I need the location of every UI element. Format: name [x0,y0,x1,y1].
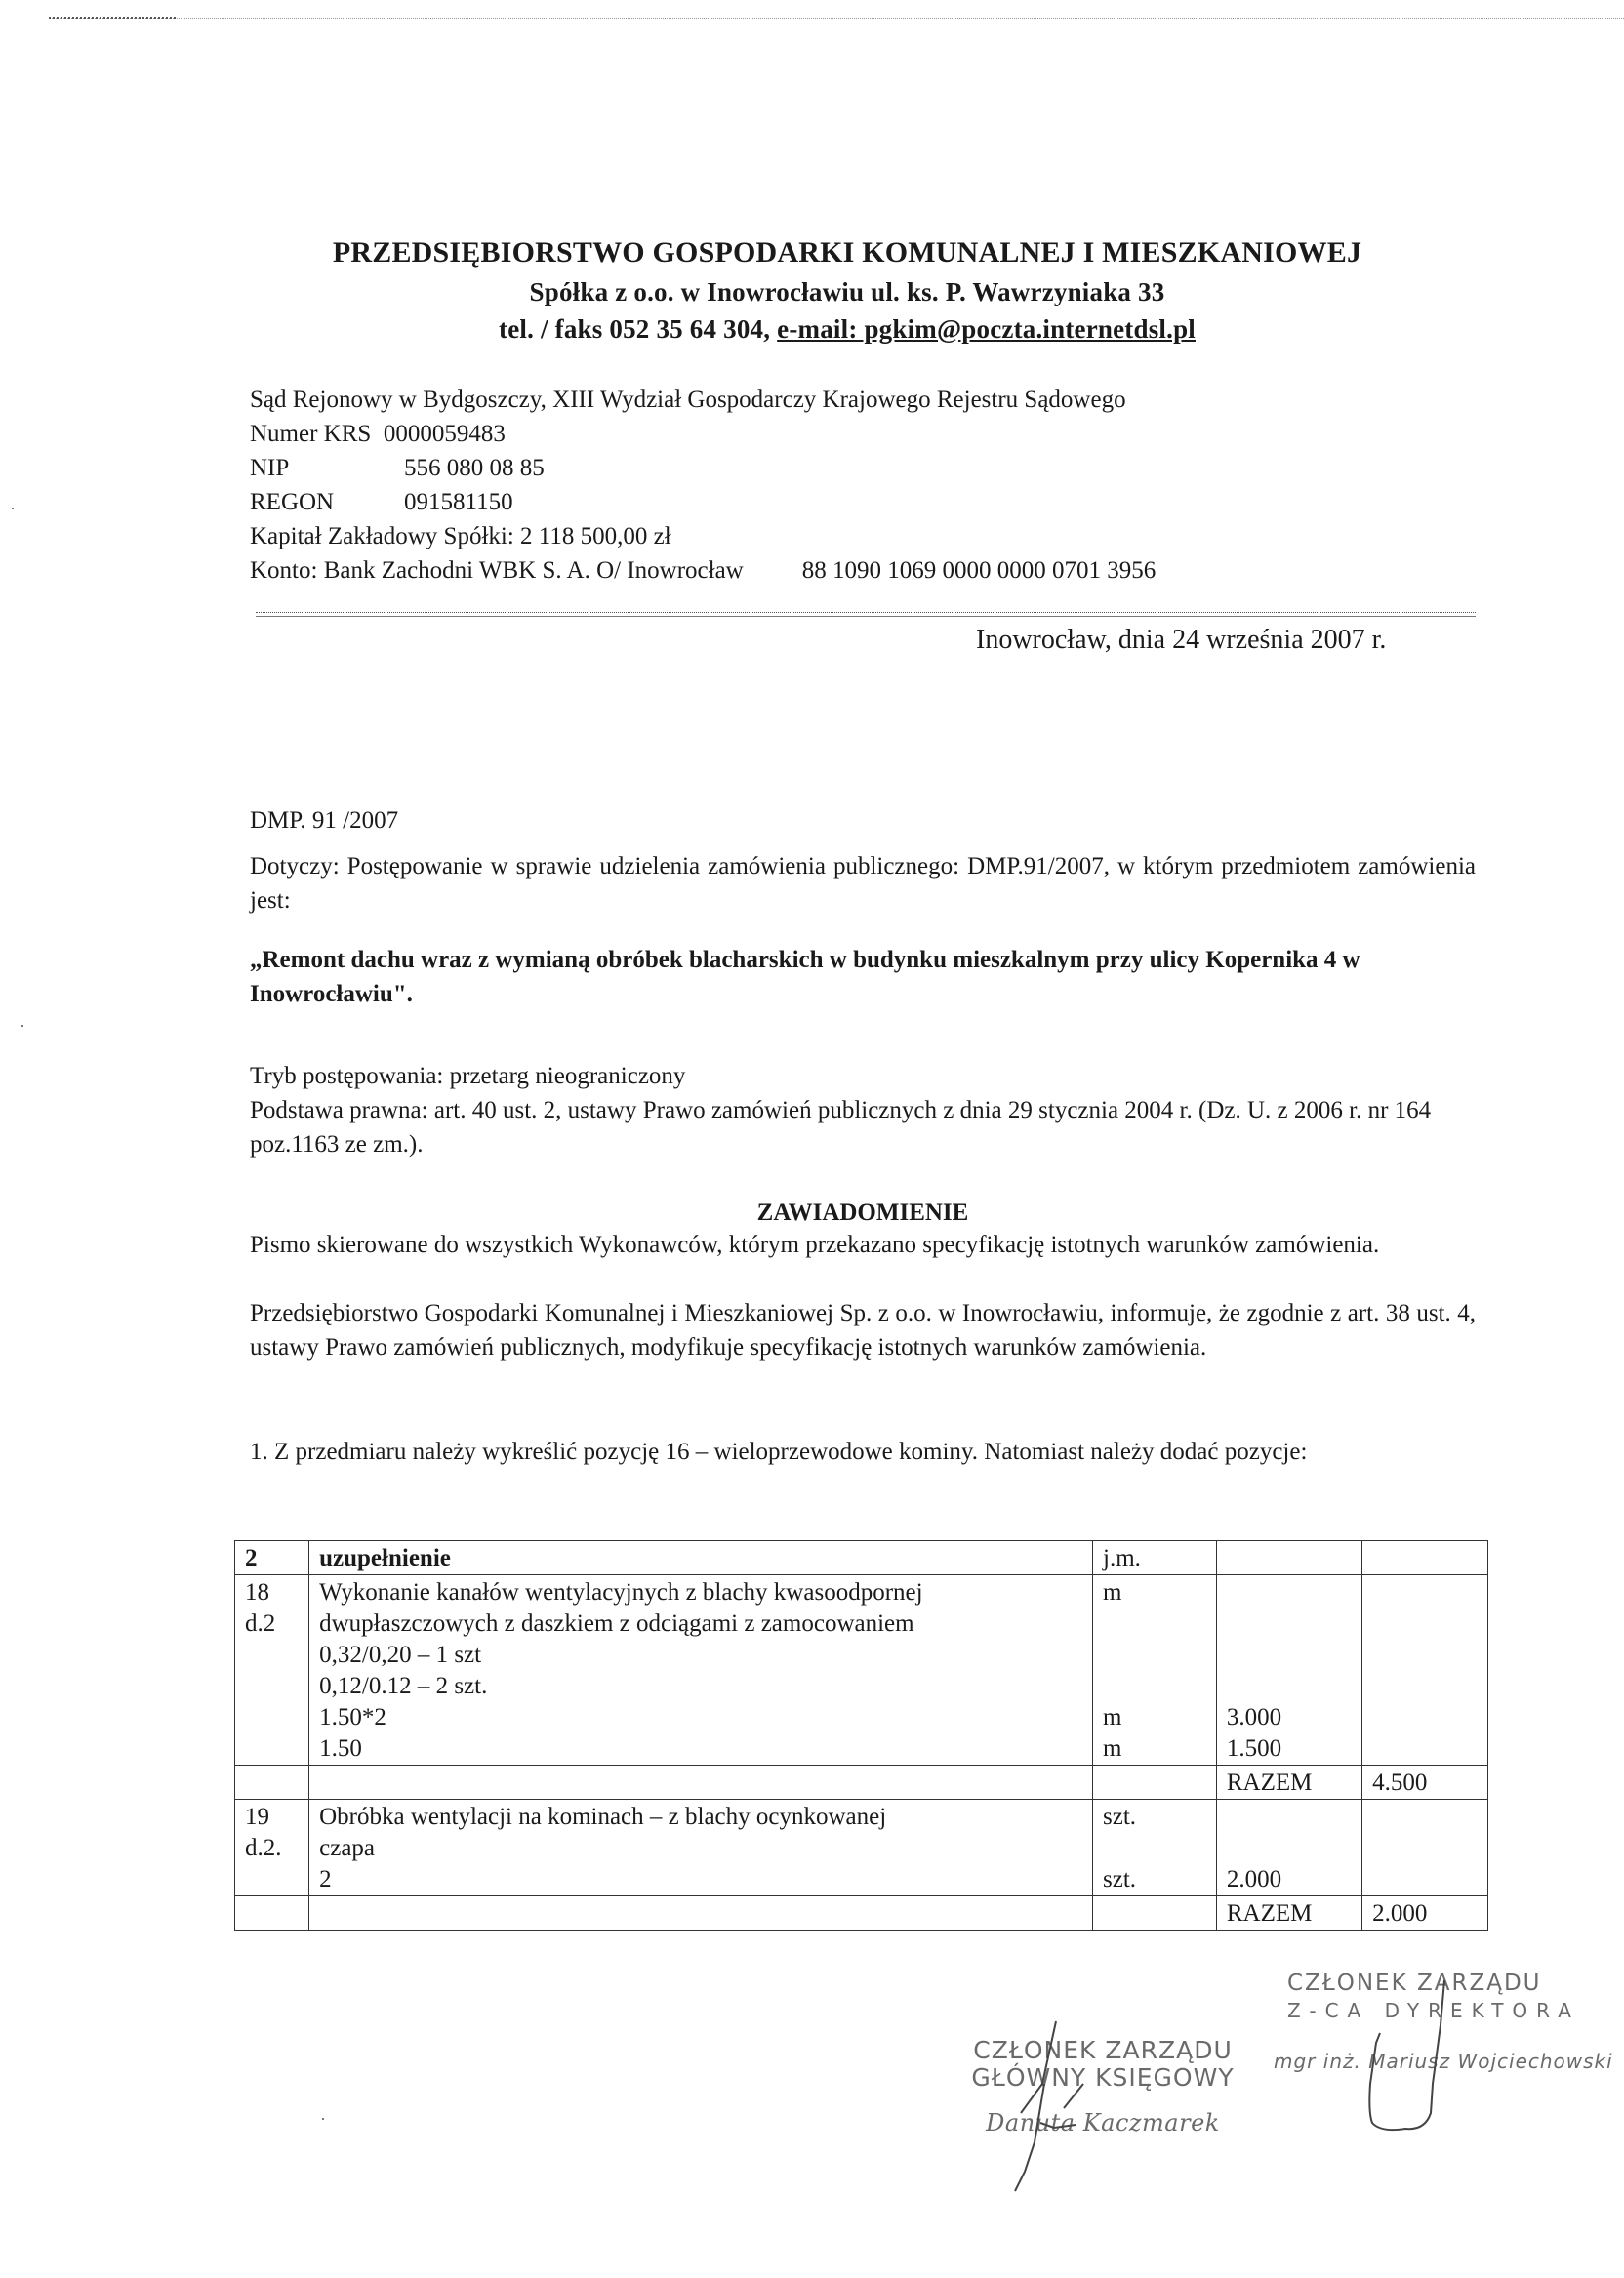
item-qty [1216,1800,1361,1896]
reference-number: DMP. 91 /2007 [250,807,399,834]
nip-line [250,451,1156,485]
procedure-line: Tryb postępowania: przetarg nieograniczony [250,1063,686,1089]
unit-line: m [1103,1735,1122,1762]
signature-left-icon [1005,2015,1122,2201]
item-unit [1093,1575,1217,1766]
table-row [235,1800,1488,1896]
unit-line: m [1103,1579,1122,1606]
stamp-line-2: Z-CA DYREKTORA [1287,1999,1580,2022]
stamp-line-1: CZŁONEK ZARZĄDU [973,2036,1233,2064]
sum-label: RAZEM [1216,1766,1361,1800]
stamp-line-1: CZŁONEK ZARZĄDU [1287,1971,1542,1996]
regon-label: REGON [250,489,335,515]
notice-paragraph-1: Pismo skierowane do wszystkich Wykonawców, którym przekazano specyfikację istotnych warunków zamówienia. [250,1232,1380,1258]
table-sum-row [235,1896,1488,1931]
item-qty [1216,1575,1361,1766]
scan-edge-line [49,18,1624,19]
header-unit: j.m. [1093,1541,1217,1575]
header-desc: uzupełnienie [309,1541,1093,1575]
positions-table [234,1540,1488,1931]
account-label: Konto: Bank Zachodni WBK S. A. O/ Inowrocław [250,557,744,584]
legal-basis: Podstawa prawna: art. 40 ust. 2, ustawy Prawo zamówień publicznych z dnia 29 stycznia 2004 r. (Dz. U. z 2006 r. nr 164 poz.1163 ze zm.). [250,1097,1432,1158]
item-sub: d.2. [245,1835,282,1861]
unit-line: szt. [1103,1866,1137,1892]
qty-line: 3.000 [1226,1704,1282,1730]
item-description [309,1575,1093,1766]
regon-value: 091581150 [404,489,513,515]
sum-label: RAZEM [1216,1896,1361,1931]
company-address: Spółka z o.o. w Inowrocławiu ul. ks. P. Wawrzyniaka 33 [529,277,1165,306]
unit-line: szt. [1103,1804,1137,1830]
desc-line: 1.50*2 [319,1704,386,1730]
desc-line: Wykonanie kanałów wentylacyjnych z blachy kwasoodpornej [319,1579,923,1606]
account-line [250,553,1156,588]
scan-edge-mark [49,17,176,19]
table-sum-row [235,1766,1488,1800]
scan-speck [21,1025,23,1027]
krs-line [250,417,1156,451]
stamp-name: mgr inż. Mariusz Wojciechowski [1274,2050,1613,2073]
company-contact [35,314,1624,345]
stamp-line-2: GŁÓWNY KSIĘGOWY [971,2063,1235,2092]
sum-value: 2.000 [1362,1896,1488,1931]
account-number: 88 1090 1069 0000 0000 0701 3956 [801,557,1157,584]
capital-line: Kapitał Zakładowy Spółki: 2 118 500,00 zł [250,523,671,549]
contract-title: „Remont dachu wraz z wymianą obróbek blacharskich w budynku mieszkalnym przy ulicy Kopernika 4 w Inowrocławiu". [250,947,1360,1007]
desc-line: dwupłaszczowych z daszkiem z odciągami z zamocowaniem [319,1610,914,1637]
header-total [1362,1541,1488,1575]
header-num: 2 [235,1541,309,1575]
item-sub: d.2 [245,1610,276,1637]
desc-line: czapa [319,1835,376,1861]
table-header-row [235,1541,1488,1575]
point-1: 1. Z przedmiaru należy wykreślić pozycję 16 – wieloprzewodowe kominy. Natomiast należy dodać pozycje: [250,1439,1308,1465]
nip-value: 556 080 08 85 [404,455,545,481]
scan-speck [322,2118,324,2120]
notice-heading: ZAWIADOMIENIE [756,1200,969,1226]
header-qty [1216,1541,1361,1575]
desc-line: 1.50 [319,1735,362,1762]
table-row [235,1575,1488,1766]
item-total [1362,1575,1488,1766]
qty-line: 1.500 [1226,1735,1282,1762]
desc-line: 0,12/0.12 – 2 szt. [319,1673,488,1699]
signature-right-icon [1337,1976,1464,2142]
item-number: 18 [245,1579,269,1606]
item-number-cell [235,1575,309,1766]
court-line: Sąd Rejonowy w Bydgoszczy, XIII Wydział Gospodarczy Krajowego Rejestru Sądowego [250,386,1126,413]
unit-line: m [1103,1704,1122,1730]
subject-paragraph: Dotyczy: Postępowanie w sprawie udzielenia zamówienia publicznego: DMP.91/2007, w którym przedmiotem zamówienia jest: [250,853,1476,914]
desc-line: 0,32/0,20 – 1 szt [319,1642,482,1668]
phone-fax: tel. / faks 052 35 64 304, [499,314,778,344]
stamp-name: Danuta Kaczmarek [986,2109,1220,2136]
nip-label: NIP [250,455,290,481]
registry-block [250,383,1156,588]
item-unit [1093,1800,1217,1896]
header-divider [256,612,1476,617]
sum-value: 4.500 [1362,1766,1488,1800]
item-description [309,1800,1093,1896]
item-number-cell [235,1800,309,1896]
krs-value: 0000059483 [383,421,506,447]
regon-line [250,485,1156,519]
scan-speck [12,508,14,509]
desc-line: Obróbka wentylacji na kominach – z blachy ocynkowanej [319,1804,887,1830]
notice-paragraph-2: Przedsiębiorstwo Gospodarki Komunalnej i Mieszkaniowej Sp. z o.o. w Inowrocławiu, informuje, że zgodnie z art. 38 ust. 4, ustawy Prawo zamówień publicznych, modyfikuje specyfikację istotnych warunków zamówienia. [250,1300,1476,1361]
email-link[interactable]: e-mail: pgkim@poczta.internetdsl.pl [777,314,1196,344]
krs-label: Numer KRS [250,421,372,447]
date-line: Inowrocław, dnia 24 września 2007 r. [976,625,1387,655]
item-number: 19 [245,1804,269,1830]
desc-line: 2 [319,1866,332,1892]
company-name: PRZEDSIĘBIORSTWO GOSPODARKI KOMUNALNEJ I MIESZKANIOWEJ [332,236,1362,268]
item-total [1362,1800,1488,1896]
qty-line: 2.000 [1226,1866,1282,1892]
